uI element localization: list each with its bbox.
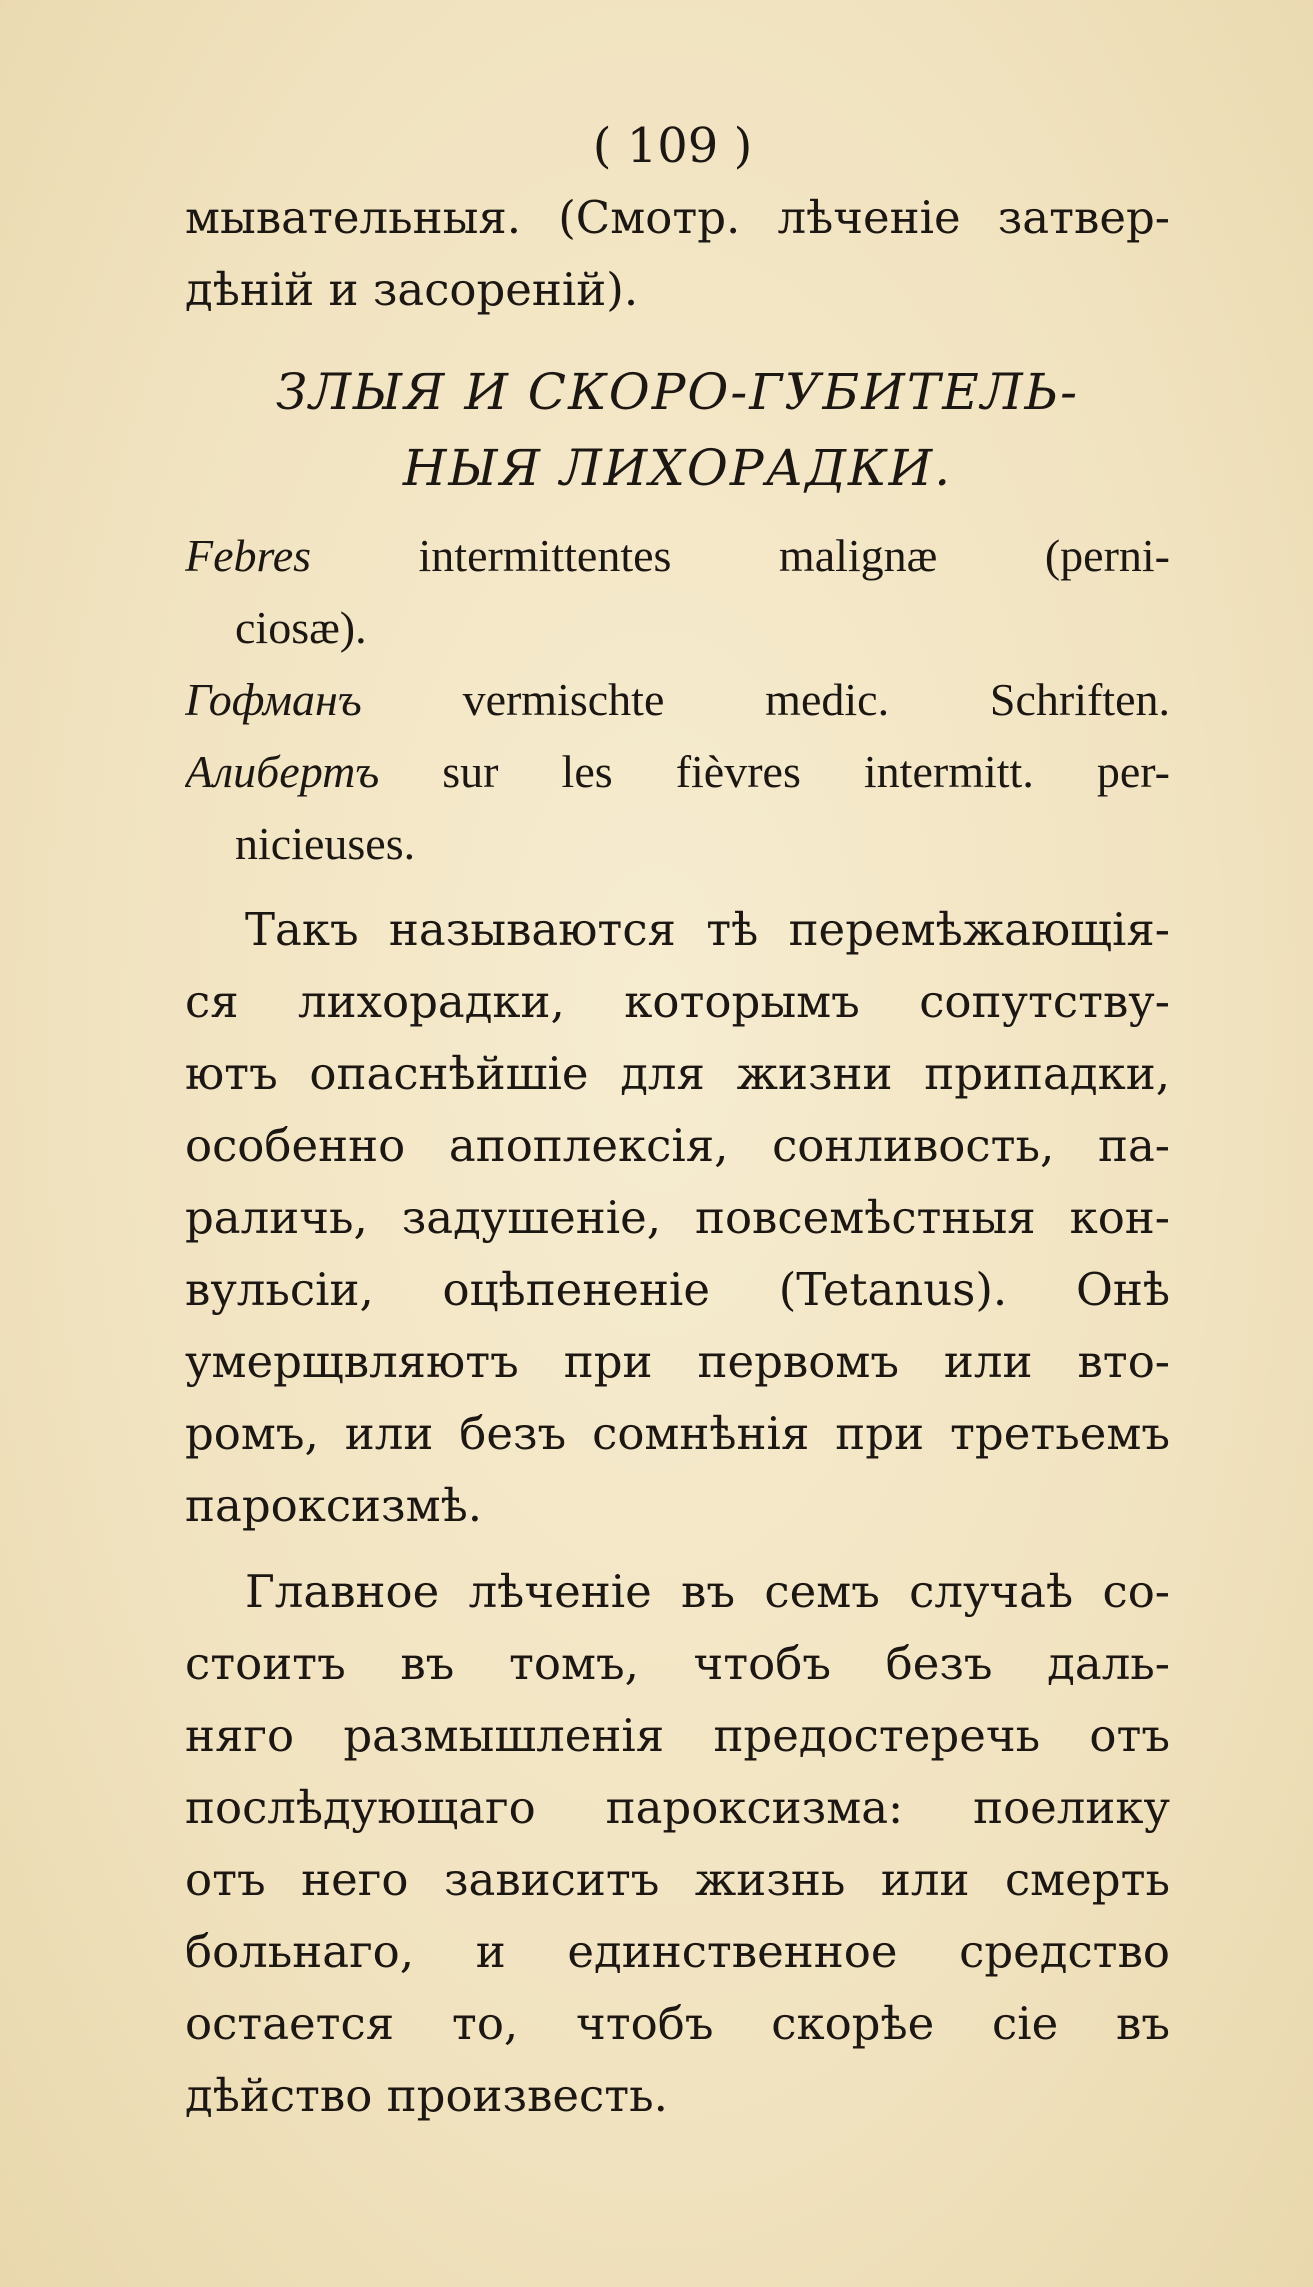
paragraph-2-line-4: послѣдующаго пароксизма: поелику [185, 1781, 1170, 1834]
paragraph-1-line-8: ромъ, или безъ сомнѣнія при третьемъ [185, 1407, 1170, 1460]
reference-alibert-line-2: nicieuses. [235, 818, 416, 869]
paragraph-1-line-6: вульсіи, оцѣпененіе (Tetanus). Онѣ [185, 1263, 1170, 1316]
spacer [185, 1542, 1170, 1556]
paragraph-1-line-4: особенно апоплексія, сонливость, па- [185, 1119, 1170, 1172]
text-column [185, 110, 1170, 2132]
paragraph-2-line-8: дѣйство произвесть. [185, 2069, 668, 2122]
reference-alibert-title: sur les fièvres intermitt. per- [442, 746, 1170, 797]
reference-febres-line-2: ciosæ). [235, 602, 367, 653]
paragraph-2-line-1: Главное лѣченіе въ семъ случаѣ со- [245, 1565, 1170, 1618]
paragraph-2-line-2: стоитъ въ томъ, чтобъ безъ даль- [185, 1637, 1170, 1690]
reference-alibert-line-1 [185, 736, 1170, 808]
continuation-line-2: дѣній и засореній). [185, 263, 639, 316]
paragraph-1-line-9: пароксизмѣ. [185, 1479, 483, 1532]
spacer [185, 506, 1170, 520]
paragraph-2-line-5: отъ него зависитъ жизнь или смерть [185, 1853, 1170, 1906]
spacer [185, 880, 1170, 894]
reference-hoffmann [185, 664, 1170, 736]
spacer [185, 326, 1170, 354]
section-heading-line-1: ЗЛЫЯ И СКОРО-ГУБИТЕЛЬ- [275, 363, 1080, 421]
paragraph-2-line-3: няго размышленія предостеречь отъ [185, 1709, 1170, 1762]
paragraph-1-line-7: умерщвляютъ при первомъ или вто- [185, 1335, 1170, 1388]
reference-alibert-author: Алибертъ [185, 746, 380, 797]
paragraph-1-line-3: ютъ опаснѣйшіе для жизни припадки, [185, 1047, 1170, 1100]
reference-febres-lead: Febres [185, 530, 312, 581]
page-number: ( 109 ) [592, 118, 753, 174]
paragraph-2-line-7: остается то, чтобъ скорѣе сіе въ [185, 1997, 1170, 2050]
reference-hoffmann-author: Гофманъ [185, 674, 362, 725]
continuation-line-1: мывательныя. (Смотр. лѣченіе затвер- [185, 191, 1170, 244]
paragraph-1-line-2: ся лихорадки, которымъ сопутству- [185, 975, 1170, 1028]
reference-hoffmann-title: vermischte medic. Schriften. [462, 674, 1170, 725]
paragraph-2-line-6: больнаго, и единственное средство [185, 1925, 1170, 1978]
section-heading-line-2: НЫЯ ЛИХОРАДКИ. [402, 439, 953, 497]
paragraph-1-line-1: Такъ называются тѣ перемѣжающія- [245, 903, 1170, 956]
paragraph-1-line-5: раличь, задушеніе, повсемѣстныя кон- [185, 1191, 1170, 1244]
reference-febres-rest: intermittentes malignæ (perni- [418, 530, 1170, 581]
reference-febres-line-1 [185, 520, 1170, 592]
